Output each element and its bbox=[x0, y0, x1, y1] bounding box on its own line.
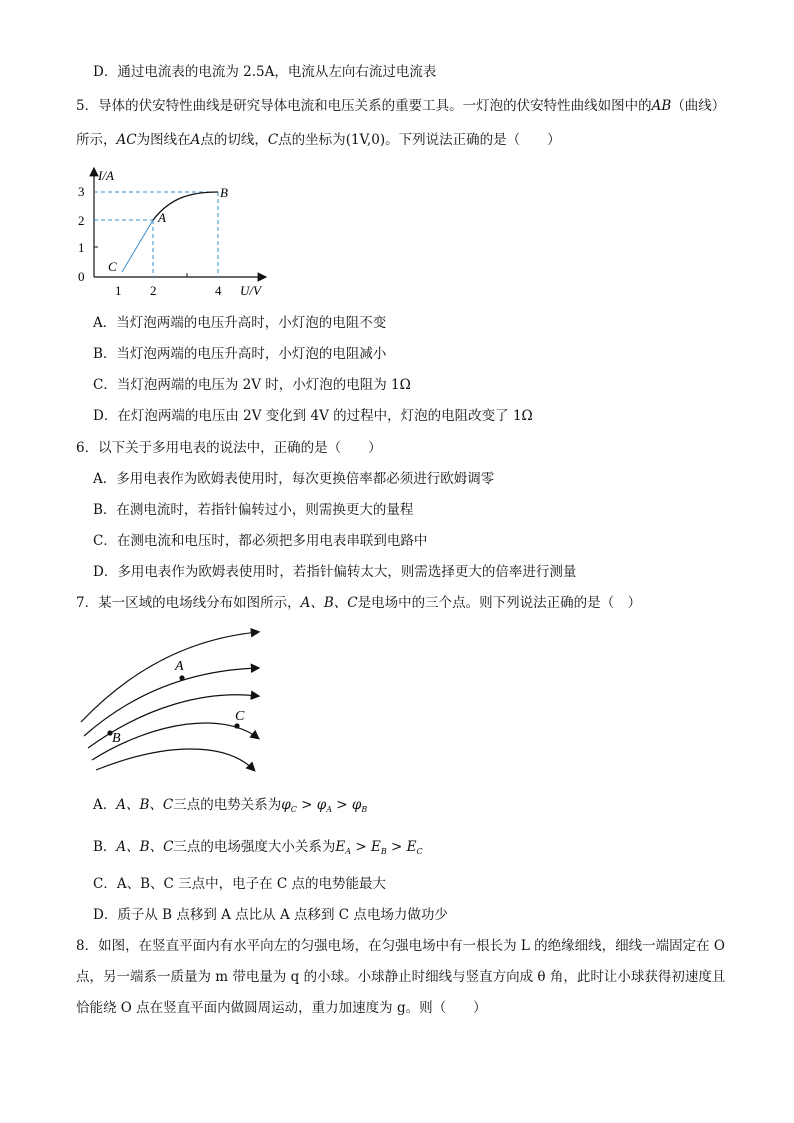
q5-point-a: A bbox=[190, 132, 201, 148]
q4-option-d: D．通过电流表的电流为 2.5A，电流从左向右流过电流表 bbox=[93, 64, 437, 80]
q7-opt-text: B． bbox=[93, 839, 117, 855]
q7-phi: φ bbox=[351, 797, 362, 813]
fig-label-b: B bbox=[112, 731, 121, 746]
q8-stem-line1: 8．如图，在竖直平面内有水平向左的匀强电场，在匀强电场中有一根长为 L 的绝缘细线，细线一端固定在 O bbox=[76, 938, 725, 954]
tangent-ac bbox=[122, 220, 153, 272]
q7-opt-text: 三点的电势关系为 bbox=[173, 797, 282, 813]
q5-option-d: D．在灯泡两端的电压由 2V 变化到 4V 的过程中，灯泡的电阻改变了 1Ω bbox=[93, 408, 533, 424]
q7-stem bbox=[76, 593, 641, 613]
q6-stem: 6．以下关于多用电表的说法中，正确的是（ ） bbox=[76, 440, 382, 456]
q5-stem-text: 。下列说法正确的是（ ） bbox=[385, 132, 561, 148]
q7-opt-points: A、B、C bbox=[116, 839, 174, 855]
point-b-label: B bbox=[220, 185, 228, 200]
q5-ab-label: AB bbox=[651, 98, 672, 114]
fig-label-c: C bbox=[235, 709, 245, 724]
q5-stem-text: 5．导体的伏安特性曲线是研究导体电流和电压关系的重要工具。一灯泡的伏安特性曲线如图中的 bbox=[76, 98, 652, 114]
q7-stem-text: 7．某一区域的电场线分布如图所示， bbox=[76, 595, 301, 611]
q6-option-b: B．在测电流时，若指针偏转过小，则需换更大的量程 bbox=[93, 502, 414, 518]
q5-option-b: B．当灯泡两端的电压升高时，小灯泡的电阻减小 bbox=[93, 346, 387, 362]
y-tick-label: 2 bbox=[78, 213, 85, 228]
q7-opt-points: A、B、C bbox=[116, 797, 174, 813]
fig-label-a: A bbox=[175, 659, 184, 674]
point-c-label: C bbox=[108, 259, 117, 274]
q7-option-a: A．A、B、C三点的电势关系为$\varphi_C > \varphi_A > \varphi_B$ bbox=[93, 797, 368, 814]
field-line-1 bbox=[81, 632, 258, 722]
field-line-5 bbox=[96, 749, 254, 770]
q6-option-d: D．多用电表作为欧姆表使用时，若指针偏转太大，则需选择更大的倍率进行测量 bbox=[93, 564, 577, 580]
y-tick-label: 1 bbox=[78, 240, 85, 255]
q5-stem-text: 为图线在 bbox=[136, 132, 191, 148]
q7-points: A、B、C bbox=[300, 595, 358, 611]
q5-option-a: A．当灯泡两端的电压升高时，小灯泡的电阻不变 bbox=[93, 315, 387, 331]
q7-option-d: D．质子从 B 点移到 A 点比从 A 点移到 C 点电场力做功少 bbox=[93, 907, 448, 923]
q5-option-c: C．当灯泡两端的电压为 2V 时，小灯泡的电阻为 1Ω bbox=[93, 377, 411, 393]
point-a-dot bbox=[179, 675, 184, 680]
q5-stem-line1 bbox=[76, 96, 725, 116]
point-c-dot bbox=[234, 723, 239, 728]
q7-phi: φ bbox=[281, 797, 291, 813]
q5-stem-text: 点的坐标为 bbox=[278, 132, 346, 148]
q5-iv-graph bbox=[70, 164, 280, 300]
q7-phi: φ bbox=[316, 797, 327, 813]
q7-option-b: B．A、B、C三点的电场强度大小关系为$E_A > E_B > E_C$ bbox=[93, 839, 423, 856]
q5-coord: (1V,0) bbox=[345, 132, 386, 148]
q7-opt-text: A． bbox=[93, 797, 117, 813]
q6-option-c: C．在测电流和电压时，都必须把多用电表串联到电路中 bbox=[93, 533, 428, 549]
q5-point-c: C bbox=[267, 132, 279, 148]
q8-stem-line3: 恰能绕 O 点在竖直平面内做圆周运动，重力加速度为 g。则（ ） bbox=[76, 1000, 487, 1016]
q5-stem-text: 所示， bbox=[76, 132, 117, 148]
q5-stem-text: 点的切线， bbox=[200, 132, 268, 148]
y-axis-label: I/A bbox=[98, 168, 114, 183]
q7-option-c: C．A、B、C 三点中，电子在 C 点的电势能最大 bbox=[93, 876, 387, 892]
x-axis-label: U/V bbox=[240, 283, 261, 298]
point-a-label: A bbox=[158, 210, 166, 225]
q5-stem-line2 bbox=[76, 130, 561, 150]
q7-opt-text: 三点的电场强度大小关系为 bbox=[173, 839, 336, 855]
x-tick-label: 2 bbox=[150, 283, 157, 298]
q8-stem-line2: 点，另一端系一质量为 m 带电量为 q 的小球。小球静止时细线与竖直方向成 θ 角，此时让小球获得初速度且 bbox=[76, 969, 726, 985]
y-tick-label: 0 bbox=[78, 269, 85, 284]
q7-field-lines-figure bbox=[76, 624, 276, 776]
y-tick-label: 3 bbox=[78, 184, 85, 199]
x-tick-label: 4 bbox=[215, 283, 222, 298]
q5-stem-text: （曲线） bbox=[671, 98, 726, 114]
x-tick-label: 1 bbox=[115, 283, 122, 298]
q7-stem-text: 是电场中的三个点。则下列说法正确的是（ ） bbox=[357, 595, 642, 611]
q5-ac-label: AC bbox=[116, 132, 137, 148]
q6-option-a: A．多用电表作为欧姆表使用时，每次更换倍率都必须进行欧姆调零 bbox=[93, 471, 495, 487]
